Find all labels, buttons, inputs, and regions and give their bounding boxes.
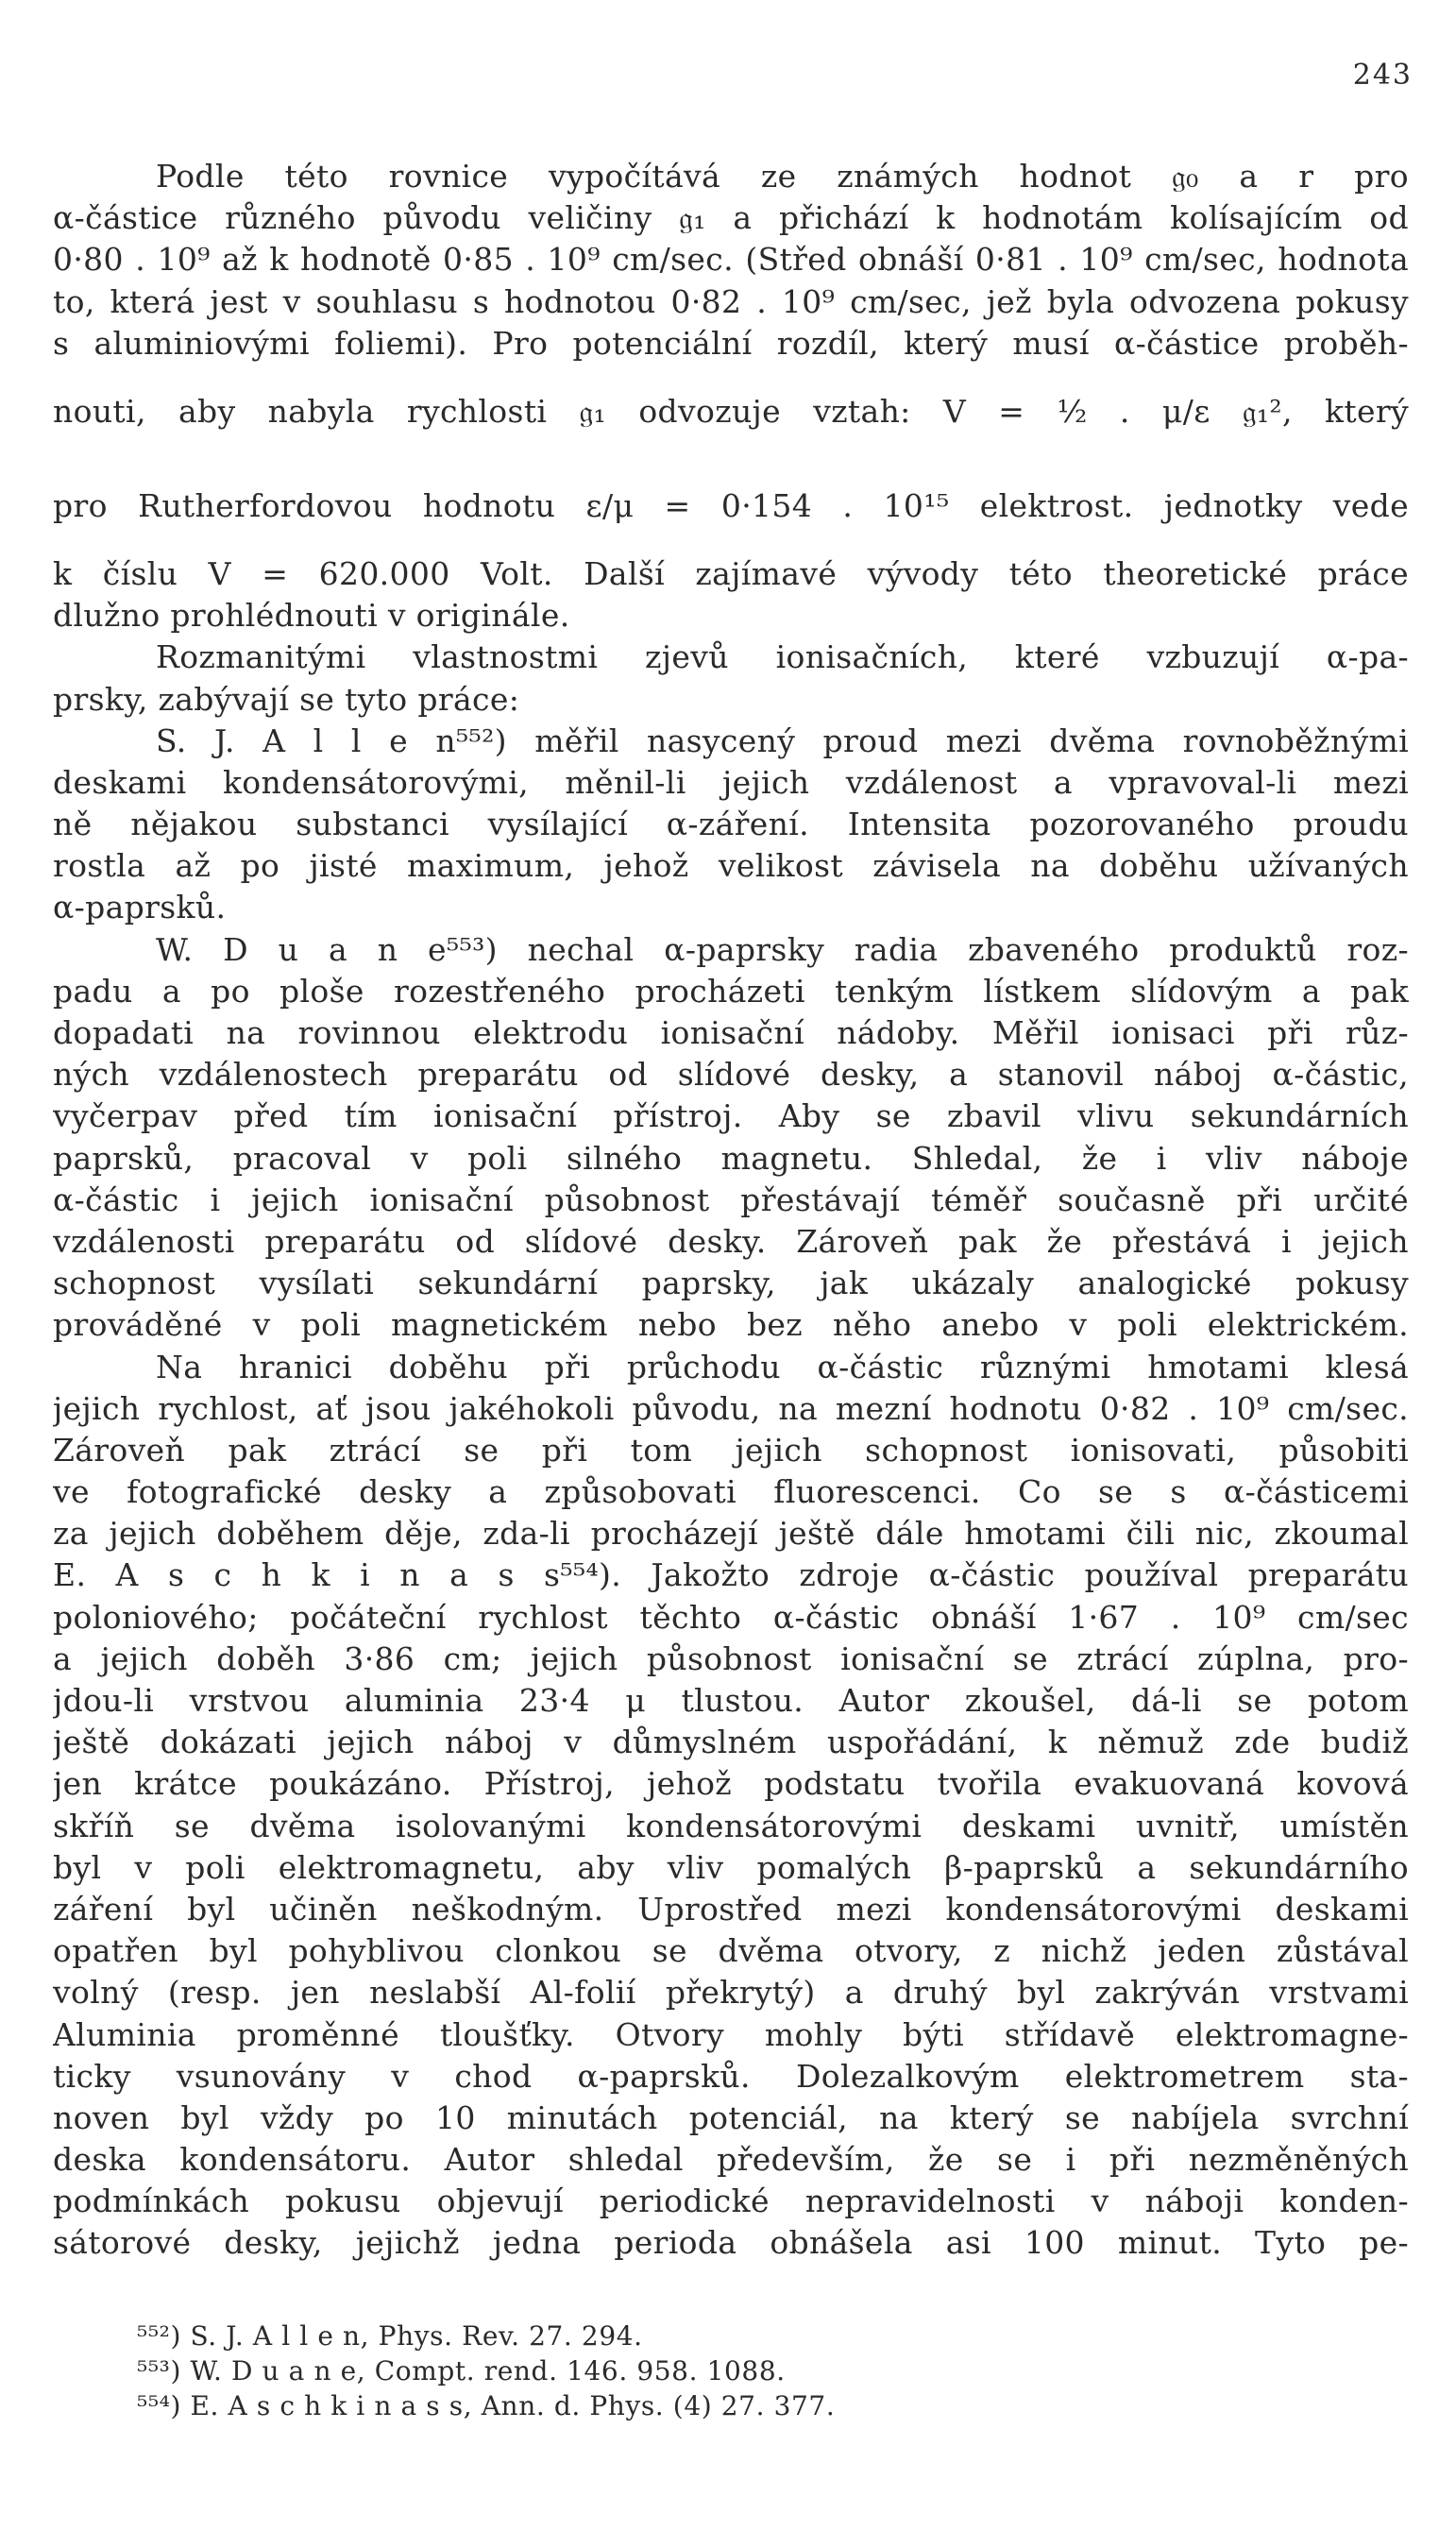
text-line: schopnost vysílati sekundární paprsky, jak ukázaly analogické pokusy [53, 1265, 1409, 1302]
footnotes [137, 2319, 835, 2423]
text-line: sátorové desky, jejichž jedna perioda obnášela asi 100 minut. Tyto pe- [53, 2224, 1409, 2262]
text-line: byl v poli elektromagnetu, aby vliv pomalých β-paprsků a sekundárního [53, 1848, 1409, 1886]
text-line: ně nějakou substanci vysílající α-záření. Intensita pozorovaného proudu [53, 806, 1409, 843]
main-text [53, 156, 1409, 2265]
text-line: volný (resp. jen neslabší Al-folií překrytý) a druhý byl zakrýván vrstvami [53, 1974, 1409, 2012]
text-line: α-částic i jejich ionisační působnost přestávají téměř současně při určité [53, 1181, 1409, 1218]
text-line: vzdálenosti preparátu od slídové desky. Zároveň pak že přestává i jejich [53, 1222, 1409, 1260]
text-line: záření byl učiněn neškodným. Uprostřed mezi kondensátorovými deskami [53, 1890, 1409, 1928]
text-line: opatřen byl pohyblivou clonkou se dvěma otvory, z nichž jeden zůstával [53, 1932, 1409, 1970]
text-line: jejich rychlost, ať jsou jakéhokoli původu, na mezní hodnotu 0·82 . 10⁹ cm/sec. [53, 1389, 1409, 1427]
text-line: padu a po ploše rozestřeného procházeti tenkým lístkem slídovým a pak [53, 972, 1409, 1010]
text-line: Aluminia proměnné tloušťky. Otvory mohly býti střídavě elektromagne- [53, 2015, 1409, 2053]
footnote: ⁵⁵³) W. D u a n e, Compt. rend. 146. 958. 1088. [137, 2355, 786, 2387]
text-line: dlužno prohlédnouti v originále. [53, 597, 570, 635]
text-line: paprsků, pracoval v poli silného magnetu. Shledal, že i vliv náboje [53, 1139, 1409, 1177]
text-line: S. J. A l l e n⁵⁵²) měřil nasycený proud mezi dvěma rovnoběžnými [156, 722, 1409, 759]
text-line: dopadati na rovinnou elektrodu ionisační nádoby. Měřil ionisaci při růz- [53, 1014, 1409, 1051]
text-line: ticky vsunovány v chod α-paprsků. Dolezalkovým elektrometrem sta- [53, 2057, 1409, 2095]
text-line: Rozmanitými vlastnostmi zjevů ionisačních, které vzbuzují α-pa- [156, 638, 1409, 676]
text-line: deska kondensátoru. Autor shledal především, že se i při nezměněných [53, 2141, 1409, 2179]
text-line: ještě dokázati jejich náboj v důmyslném uspořádání, k němuž zde budiž [53, 1724, 1409, 1761]
page-number: 243 [1352, 59, 1413, 92]
text-line: to, která jest v souhlasu s hodnotou 0·82 . 10⁹ cm/sec, jež byla odvozena pokusy [53, 282, 1409, 320]
text-line: Podle této rovnice vypočítává ze známých hodnot 𝔤₀ a r pro [156, 158, 1409, 195]
formula-line: pro Rutherfordovou hodnotu ε/μ = 0·154 . 10¹⁵ elektrost. jednotky vede [53, 486, 1409, 524]
text-line: W. D u a n e⁵⁵³) nechal α-paprsky radia zbaveného produktů roz- [156, 930, 1409, 968]
text-line: prsky, zabývají se tyto práce: [53, 680, 520, 718]
text-line: α-částice různého původu veličiny 𝔤₁ a přichází k hodnotám kolísajícím od [53, 199, 1409, 237]
text-line: za jejich doběhem děje, zda-li procházejí ještě dále hmotami čili nic, zkoumal [53, 1515, 1409, 1553]
text-line: α-paprsků. [53, 889, 227, 926]
text-line: E. A s c h k i n a s s⁵⁵⁴). Jakožto zdroje α-částic používal preparátu [53, 1556, 1409, 1594]
text-line: Zároveň pak ztrácí se při tom jejich schopnost ionisovati, působiti [53, 1431, 1409, 1469]
text-line: ných vzdálenostech preparátu od slídové desky, a stanovil náboj α-částic, [53, 1056, 1409, 1094]
formula-line: nouti, aby nabyla rychlosti 𝔤₁ odvozuje vztah: V = ½ . μ/ε 𝔤₁², který [53, 392, 1409, 430]
text-line: deskami kondensátorovými, měnil-li jejich vzdálenost a vpravoval-li mezi [53, 763, 1409, 801]
text-line: prováděné v poli magnetickém nebo bez něho anebo v poli elektrickém. [53, 1306, 1409, 1344]
text-line: skříň se dvěma isolovanými kondensátorovými deskami uvnitř, umístěn [53, 1807, 1409, 1844]
text-line: rostla až po jisté maximum, jehož velikost závisela na doběhu užívaných [53, 847, 1409, 885]
text-line: s aluminiovými foliemi). Pro potenciální rozdíl, který musí α-částice proběh- [53, 324, 1409, 362]
text-line: podmínkách pokusu objevují periodické nepravidelnosti v náboji konden- [53, 2183, 1409, 2220]
text-line: a jejich doběh 3·86 cm; jejich působnost ionisační se ztrácí zúplna, pro- [53, 1639, 1409, 1677]
text-line: Na hranici doběhu při průchodu α-částic různými hmotami klesá [156, 1348, 1409, 1385]
text-line: jdou-li vrstvou aluminia 23·4 μ tlustou. Autor zkoušel, dá-li se potom [53, 1682, 1409, 1719]
footnote: ⁵⁵²) S. J. A l l e n, Phys. Rev. 27. 294. [137, 2320, 643, 2352]
text-line: k číslu V = 620.000 Volt. Další zajímavé vývody této theoretické práce [53, 554, 1409, 592]
text-line: vyčerpav před tím ionisační přístroj. Aby se zbavil vlivu sekundárních [53, 1097, 1409, 1135]
footnote: ⁵⁵⁴) E. A s c h k i n a s s, Ann. d. Phys. (4) 27. 377. [137, 2390, 836, 2421]
text-line: poloniového; počáteční rychlost těchto α-částic obnáší 1·67 . 10⁹ cm/sec [53, 1598, 1409, 1636]
text-line: jen krátce poukázáno. Přístroj, jehož podstatu tvořila evakuovaná kovová [53, 1765, 1409, 1803]
text-line: noven byl vždy po 10 minutách potenciál, na který se nabíjela svrchní [53, 2098, 1409, 2136]
text-line: 0·80 . 10⁹ až k hodnotě 0·85 . 10⁹ cm/sec. (Střed obnáší 0·81 . 10⁹ cm/sec, hodnota [53, 241, 1409, 279]
text-line: ve fotografické desky a způsobovati fluorescenci. Co se s α-částicemi [53, 1473, 1409, 1511]
